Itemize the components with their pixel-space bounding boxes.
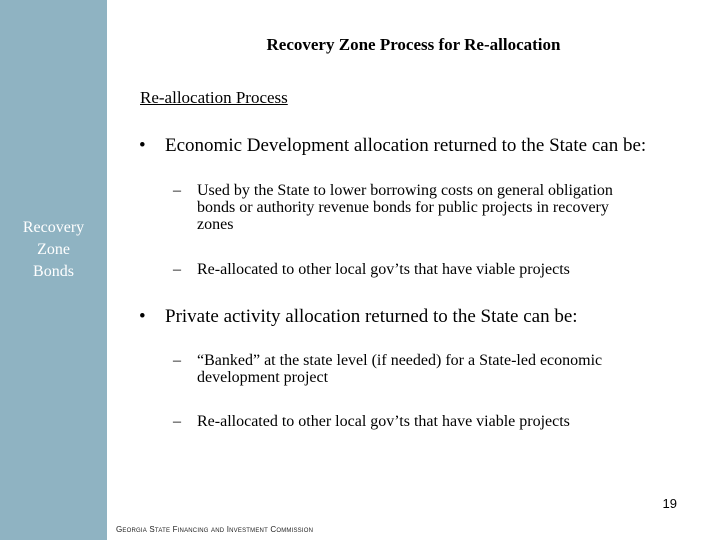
bullet-text-1: Economic Development allocation returned to the State can be: (165, 135, 647, 156)
sidebar-label-line3: Bonds (33, 263, 74, 280)
slide-title: Recovery Zone Process for Re-allocation (266, 35, 561, 54)
sidebar-label-line1: Recovery (22, 219, 85, 236)
bullet-marker: • (139, 306, 146, 327)
slide-subtitle: Re-allocation Process (140, 88, 288, 107)
bullet-text-2: Private activity allocation returned to the State can be: (165, 306, 578, 327)
dash-marker: – (173, 261, 181, 278)
sidebar-label (0, 217, 107, 283)
sub-text-2-1: “Banked” at the state level (if needed) for a State-led economic development project (197, 352, 603, 386)
dash-marker: – (173, 352, 181, 369)
sub-text-1-1: Used by the State to lower borrowing costs on general obligation bonds or authority revenue bonds for public projects in recovery zones (197, 182, 613, 233)
bullet-marker: • (139, 135, 146, 156)
page-number: 19 (662, 496, 677, 511)
sidebar-panel (0, 0, 107, 540)
sidebar-label-line2: Zone (37, 241, 70, 258)
footer-organization: Georgia State Financing and Investment Commission (116, 525, 314, 534)
dash-marker: – (173, 182, 181, 199)
sub-text-2-2: Re-allocated to other local gov’ts that have viable projects (197, 413, 570, 430)
sub-text-1-2: Re-allocated to other local gov’ts that have viable projects (197, 261, 570, 278)
dash-marker: – (173, 413, 181, 430)
